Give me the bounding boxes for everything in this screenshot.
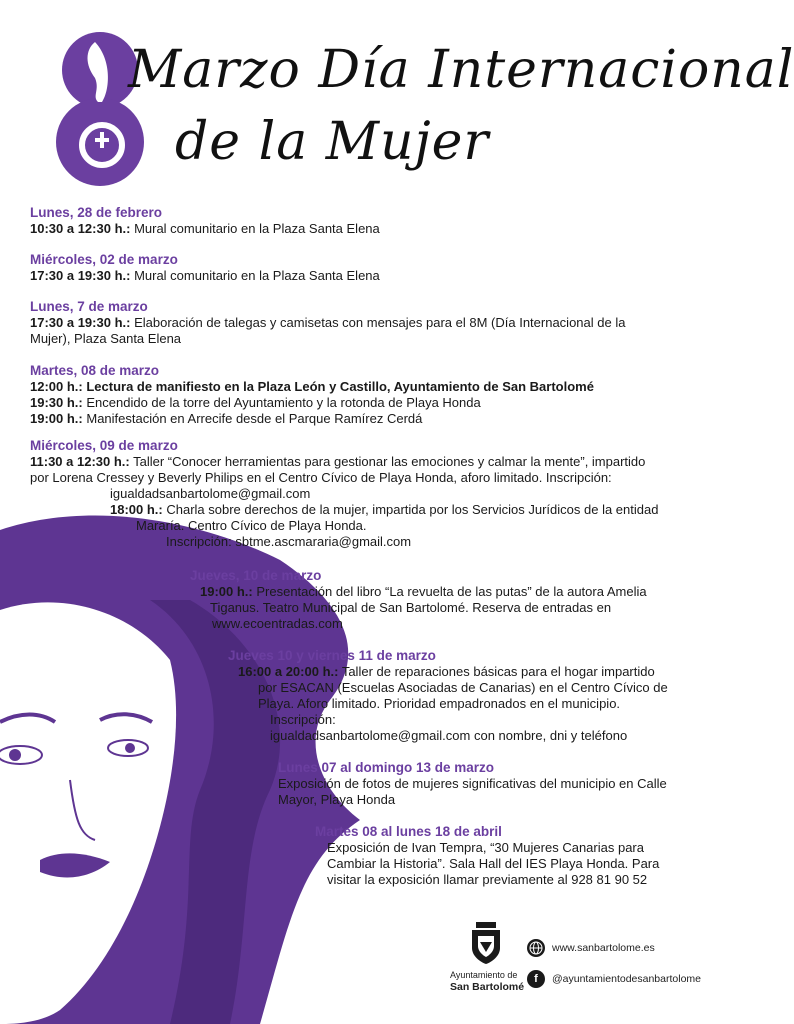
- event-date: Miércoles, 02 de marzo: [30, 252, 178, 267]
- facebook-icon: f: [527, 970, 545, 988]
- event-4: Miércoles, 09 de marzo 11:30 a 12:30 h.: Taller “Conocer herramientas para gestionar las emociones y calmar la mente”, impartido por Lorena Cressey y Beverly Philips en el Centro Cívico de Playa Honda, aforo limitado. Inscripción: igualdadsanbartolome@gmail.com 18:00 h.: Charla sobre derechos de la mujer, impartida por los Servicios Jurídicos de la entidad Mararía. Centro Cívico de Playa Honda. Inscripción: sbtme.ascmararia@gmail.com: [30, 438, 659, 549]
- title-line-2: de la Mujer: [175, 112, 490, 172]
- event-6: Jueves 10 y viernes 11 de marzo 16:00 a 20:00 h.: Taller de reparaciones básicas para el hogar impartido por ESACAN (Escuelas Asociadas de Canarias) en el Centro Cívico de Playa. Aforo limitado. Prioridad empadronados en el municipio. Inscripción: igualdadsanbartolome@gmail.com con nombre, dni y teléfono: [228, 648, 668, 743]
- event-date: Miércoles, 09 de marzo: [30, 438, 178, 453]
- event-2: Lunes, 7 de marzo 17:30 a 19:30 h.: Elaboración de talegas y camisetas con mensajes para el 8M (Día Internacional de la Mujer), Plaza Santa Elena: [30, 299, 626, 346]
- event-7: Lunes 07 al domingo 13 de marzo Exposición de fotos de mujeres significativas del municipio en Calle Mayor, Playa Honda: [278, 760, 667, 807]
- event-3: Martes, 08 de marzo 12:00 h.: Lectura de manifiesto en la Plaza León y Castillo, Ayuntamiento de San Bartolomé 19:30 h.: Encendido de la torre del Ayuntamiento y la rotonda de Playa Honda 19:00 h.: Manifestación en Arrecife desde el Parque Ramírez Cerdá: [30, 363, 594, 426]
- event-date: Lunes 07 al domingo 13 de marzo: [278, 760, 495, 775]
- globe-icon: [526, 938, 546, 958]
- event-date: Jueves, 10 de marzo: [190, 568, 322, 583]
- crest-icon: [470, 922, 502, 964]
- event-date: Martes 08 al lunes 18 de abril: [315, 824, 502, 839]
- website-link[interactable]: www.sanbartolome.es: [552, 942, 655, 954]
- event-8: Martes 08 al lunes 18 de abril Exposición de Ivan Tempra, “30 Mujeres Canarias para Cambiar la Historia”. Sala Hall del IES Playa Honda. Para visitar la exposición llamar previamente al 928 81 90 52: [315, 824, 660, 887]
- event-date: Martes, 08 de marzo: [30, 363, 160, 378]
- event-5: Jueves, 10 de marzo 19:00 h.: Presentación del libro “La revuelta de las putas” de la autora Amelia Tiganus. Teatro Municipal de San Bartolomé. Reserva de entradas en www.ecoentradas.com: [190, 568, 647, 631]
- org-line-2: San Bartolomé: [450, 981, 525, 993]
- event-date: Jueves 10 y viernes 11 de marzo: [228, 648, 436, 663]
- title-line-1: Marzo Día Internacional: [128, 40, 794, 100]
- event-date: Lunes, 28 de febrero: [30, 205, 163, 220]
- event-1: Miércoles, 02 de marzo 17:30 a 19:30 h.: Mural comunitario en la Plaza Santa Elena: [30, 252, 380, 283]
- facebook-link[interactable]: @ayuntamientodesanbartolome: [552, 973, 701, 985]
- org-line-1: Ayuntamiento de: [450, 970, 518, 980]
- event-date: Lunes, 7 de marzo: [30, 299, 148, 314]
- event-0: Lunes, 28 de febrero 10:30 a 12:30 h.: Mural comunitario en la Plaza Santa Elena: [30, 205, 380, 236]
